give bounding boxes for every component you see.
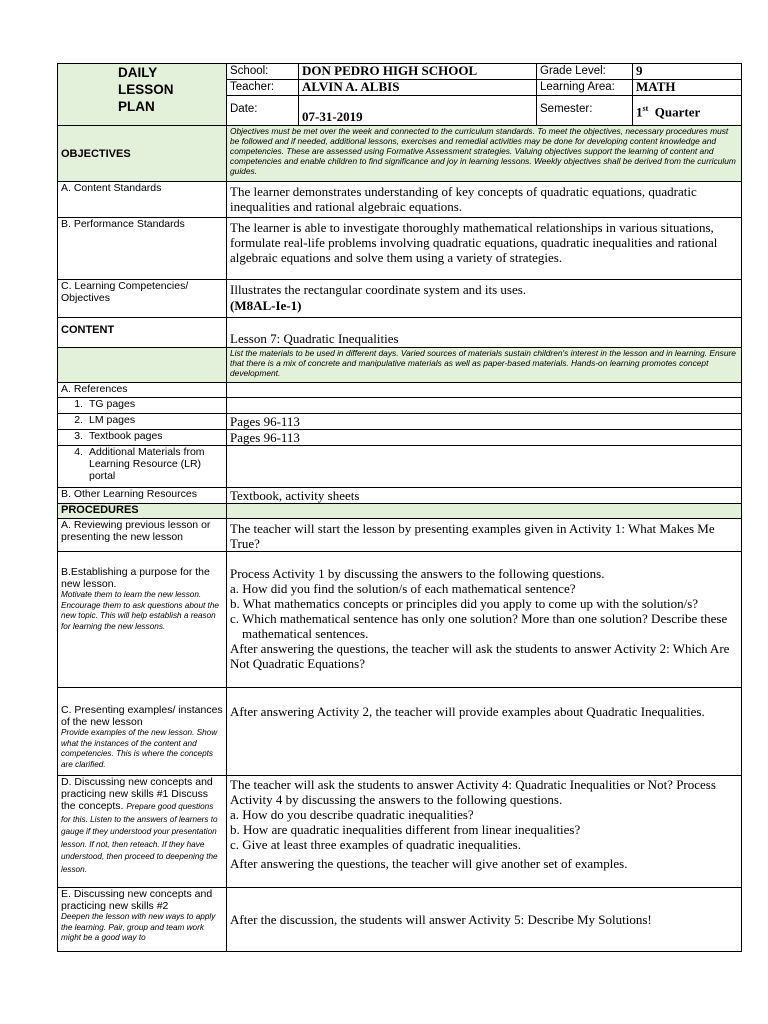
procedure-c-row xyxy=(58,688,742,776)
reference-tg-value xyxy=(227,398,742,414)
procedure-d-question-c: c. Give at least three examples of quadratic inequalities. xyxy=(230,837,521,852)
resources-note: List the materials to be used in different days. Varied sources of materials sustain children's interest in the lesson and in learning. Ensure that there is a mix of concrete and manipulative materials as well as paper-based materials. Hands-on learning promotes concept development. xyxy=(227,348,742,383)
competencies-row xyxy=(58,280,742,318)
performance-standards-text: The learner is able to investigate thoroughly mathematical relationships in various situations, formulate real-life problems involving quadratic equations, quadratic inequalities and rational algebraic equations and solve them using a variety of strategies. xyxy=(227,218,742,280)
reference-textbook-label: 3. Textbook pages xyxy=(58,430,227,446)
reference-tg-row xyxy=(58,398,742,414)
reference-lm-label: 2. LM pages xyxy=(58,414,227,430)
procedure-d-label-cell xyxy=(58,776,227,888)
daily-lesson-plan-table xyxy=(57,63,742,952)
procedure-a-label: A. Reviewing previous lesson or presenting the new lesson xyxy=(58,519,227,552)
procedure-c-label: C. Presenting examples/ instances of the new lesson xyxy=(61,704,223,728)
objectives-note: Objectives must be met over the week and connected to the curriculum standards. To meet the objectives, necessary procedures must be followed and if needed, additional lessons, exercises and remedial activities may be done for developing content knowledge and competencies. These are assessed using Formative Assessment strategies. Valuing objectives support the learning of content and competencies and enable children to find significance and joy in learning lessons. Weekly objectives shall be derived from the curriculum guides. xyxy=(227,126,742,182)
objectives-row xyxy=(58,126,742,182)
grade-value: 9 xyxy=(633,64,742,80)
grade-label: Grade Level: xyxy=(537,64,633,80)
performance-standards-row xyxy=(58,218,742,280)
procedure-d-question-b: b. How are quadratic inequalities different from linear inequalities? xyxy=(230,822,581,837)
procedure-d-question-a: a. How do you describe quadratic inequalities? xyxy=(230,807,474,822)
other-resources-row xyxy=(58,488,742,504)
content-text: Lesson 7: Quadratic Inequalities xyxy=(227,318,742,348)
procedure-c-label-cell xyxy=(58,688,227,776)
procedure-d-note: Prepare good questions for this. Listen to the answers of learners to gauge if they understood your presentation lesson. If not, then reteach. If they have understood, then proceed to deepening the lesson. xyxy=(61,802,218,874)
procedure-e-row xyxy=(58,888,742,952)
references-value xyxy=(227,383,742,398)
procedure-b-note: Motivate them to learn the new lesson. Encourage them to ask questions about the new topic. This will help establish a reason for learning the new lessons. xyxy=(61,590,219,631)
procedures-row xyxy=(58,504,742,519)
teacher-label: Teacher: xyxy=(227,80,299,96)
reference-textbook-value: Pages 96-113 xyxy=(227,430,742,446)
reference-lr-portal-value xyxy=(227,446,742,488)
resources-note-label xyxy=(58,348,227,383)
school-label: School: xyxy=(227,64,299,80)
procedure-b-question-b: b. What mathematics concepts or principles did you apply to come up with the solution/s? xyxy=(230,596,699,611)
performance-standards-label: B. Performance Standards xyxy=(58,218,227,280)
other-resources-text: Textbook, activity sheets xyxy=(227,488,742,504)
competencies-text: Illustrates the rectangular coordinate system and its uses. xyxy=(230,282,527,297)
procedure-d-intro: The teacher will ask the students to answer Activity 4: Quadratic Inequalities or Not? Process Activity 4 by discussing the answers to the following questions. xyxy=(230,777,716,807)
date-label: Date: xyxy=(227,96,299,126)
reference-lr-portal-row xyxy=(58,446,742,488)
date-value: 07-31-2019 xyxy=(299,96,537,126)
procedure-b-question-a: a. How did you find the solution/s of each mathematical sentence? xyxy=(230,581,576,596)
reference-lm-value: Pages 96-113 xyxy=(227,414,742,430)
procedures-label: PROCEDURES xyxy=(58,504,227,519)
reference-lr-portal-label: 4. Additional Materials from Learning Resource (LR) portal xyxy=(58,446,227,488)
content-standards-text: The learner demonstrates understanding of key concepts of quadratic equations, quadratic inequalities and rational algebraic equations. xyxy=(227,182,742,218)
procedure-d-outro: After answering the questions, the teacher will give another set of examples. xyxy=(230,856,628,871)
reference-textbook-row xyxy=(58,430,742,446)
content-standards-row xyxy=(58,182,742,218)
procedure-b-intro: Process Activity 1 by discussing the answers to the following questions. xyxy=(230,566,605,581)
header-row-school xyxy=(58,64,742,80)
reference-lm-row xyxy=(58,414,742,430)
reference-tg-label: 1. TG pages xyxy=(58,398,227,414)
procedure-b-label: B.Establishing a purpose for the new lesson. xyxy=(61,566,210,590)
procedure-e-label: E. Discussing new concepts and practicing new skills #2 xyxy=(61,888,213,912)
teacher-value: ALVIN A. ALBIS xyxy=(299,80,537,96)
competencies-code: (M8AL-Ie-1) xyxy=(230,298,302,313)
procedure-d-label: D. Discussing new concepts and practicing new skills #1 Discuss the concepts. xyxy=(61,776,213,812)
procedure-d-content xyxy=(227,776,742,888)
semester-value: 1st Quarter xyxy=(633,96,742,126)
references-label: A. References xyxy=(58,383,227,398)
objectives-label: OBJECTIVES xyxy=(58,126,227,182)
learning-area-label: Learning Area: xyxy=(537,80,633,96)
procedure-d-row xyxy=(58,776,742,888)
procedure-c-text: After answering Activity 2, the teacher will provide examples about Quadratic Inequalities. xyxy=(227,688,742,776)
procedure-c-note: Provide examples of the new lesson. Show what the instances of the content and competencies. This is where the concepts are clarified. xyxy=(61,728,218,769)
procedure-e-text: After the discussion, the students will answer Activity 5: Describe My Solutions! xyxy=(227,888,742,952)
competencies-cell xyxy=(227,280,742,318)
resources-note-row xyxy=(58,348,742,383)
content-label: CONTENT xyxy=(58,318,227,348)
references-row xyxy=(58,383,742,398)
procedure-a-text: The teacher will start the lesson by presenting examples given in Activity 1: What Makes Me True? xyxy=(227,519,742,552)
semester-label: Semester: xyxy=(537,96,633,126)
procedure-e-note: Deepen the lesson with new ways to apply the learning. Pair, group and team work might be a good way to xyxy=(61,912,216,942)
procedure-e-label-cell xyxy=(58,888,227,952)
procedure-b-label-cell xyxy=(58,552,227,688)
other-resources-label: B. Other Learning Resources xyxy=(58,488,227,504)
procedures-value xyxy=(227,504,742,519)
content-row xyxy=(58,318,742,348)
procedure-b-question-c: c. Which mathematical sentence has only one solution? More than one solution? Describe these mathematical sentences. xyxy=(230,611,728,641)
procedure-b-row xyxy=(58,552,742,688)
learning-area-value: MATH xyxy=(633,80,742,96)
procedure-b-outro: After answering the questions, the teacher will ask the students to answer Activity 2: Which Are Not Quadratic Equations? xyxy=(230,641,730,671)
procedure-a-row xyxy=(58,519,742,552)
competencies-label: C. Learning Competencies/ Objectives xyxy=(58,280,227,318)
procedure-b-content xyxy=(227,552,742,688)
dlp-title: DAILY LESSON PLAN xyxy=(58,64,227,126)
school-value: DON PEDRO HIGH SCHOOL xyxy=(299,64,537,80)
content-standards-label: A. Content Standards xyxy=(58,182,227,218)
